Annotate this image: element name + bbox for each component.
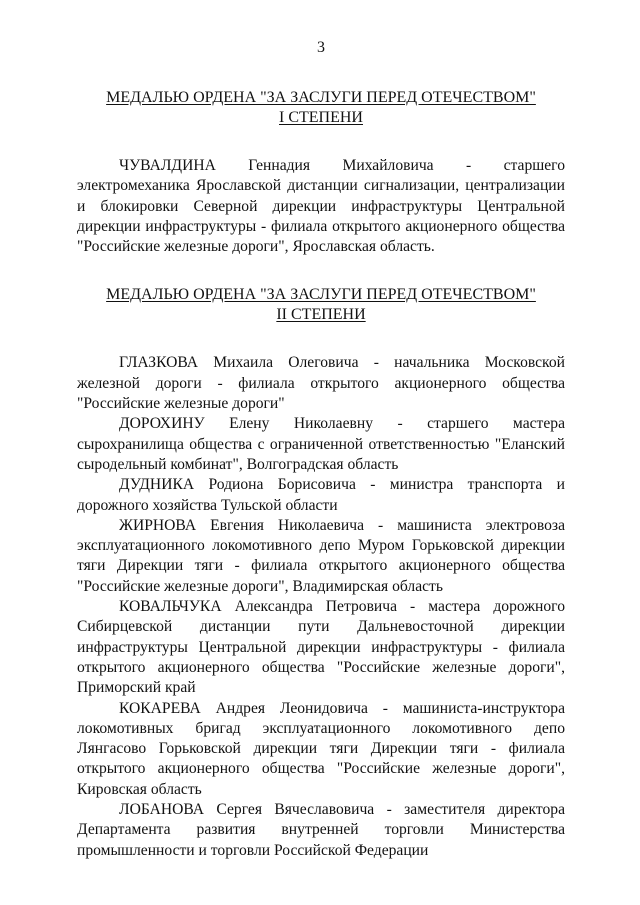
section-heading-degree: II СТЕПЕНИ — [276, 306, 366, 324]
section-heading-line: МЕДАЛЬЮ ОРДЕНА "ЗА ЗАСЛУГИ ПЕРЕД ОТЕЧЕСТВОМ" — [106, 286, 536, 304]
award-entry: ДУДНИКА Родиона Борисовича - министра транспорта и дорожного хозяйства Тульской области — [77, 476, 565, 514]
section-heading-1 — [77, 88, 565, 128]
award-entry: КОВАЛЬЧУКА Александра Петровича - мастера дорожного Сибирцевской дистанции пути Дальневосточной дирекции инфраструктуры Центральной дирекции инфраструктуры - филиала открытого акционерного общества "Российские железные дороги", Приморский край — [77, 598, 565, 697]
section-heading-2 — [77, 285, 565, 325]
award-entry: ЧУВАЛДИНА Геннадия Михайловича - старшего электромеханика Ярославской дистанции сигнализации, централизации и блокировки Северной дирекции инфраструктуры Центральной дирекции инфраструктуры - филиала открытого акционерного общества "Российские железные дороги", Ярославская область. — [77, 157, 565, 256]
section-heading-degree: I СТЕПЕНИ — [279, 109, 363, 126]
award-entry: ЖИРНОВА Евгения Николаевича - машиниста электровоза эксплуатационного локомотивного депо Муром Горьковской дирекции тяги Дирекции тяги - филиала открытого акционерного общества "Российские железные дороги", Владимирская область — [77, 516, 565, 595]
section-divider-space — [77, 257, 565, 285]
award-entry: ГЛАЗКОВА Михаила Олеговича - начальника Московской железной дороги - филиала открытого акционерного общества "Российские железные дороги" — [77, 354, 565, 413]
award-entry: ЛОБАНОВА Сергея Вячеславовича - заместителя директора Департамента развития внутренней торговли Министерства промышленности и торговли Российской Федерации — [77, 801, 565, 859]
award-entry: ДОРОХИНУ Елену Николаевну - старшего мастера сырохранилища общества с ограниченной ответственностью "Еланский сыродельный комбинат", Волгоградская область — [77, 415, 565, 473]
section-heading-line: МЕДАЛЬЮ ОРДЕНА "ЗА ЗАСЛУГИ ПЕРЕД ОТЕЧЕСТВОМ" — [106, 89, 536, 106]
document-page — [77, 38, 565, 861]
award-entry: КОКАРЕВА Андрея Леонидовича - машиниста-инструктора локомотивных бригад эксплуатационного локомотивного депо Лянгасово Горьковской дирекции тяги Дирекции тяги - филиала открытого акционерного общества "Российские железные дороги", Кировская область — [77, 699, 565, 798]
page-number: 3 — [317, 39, 325, 56]
